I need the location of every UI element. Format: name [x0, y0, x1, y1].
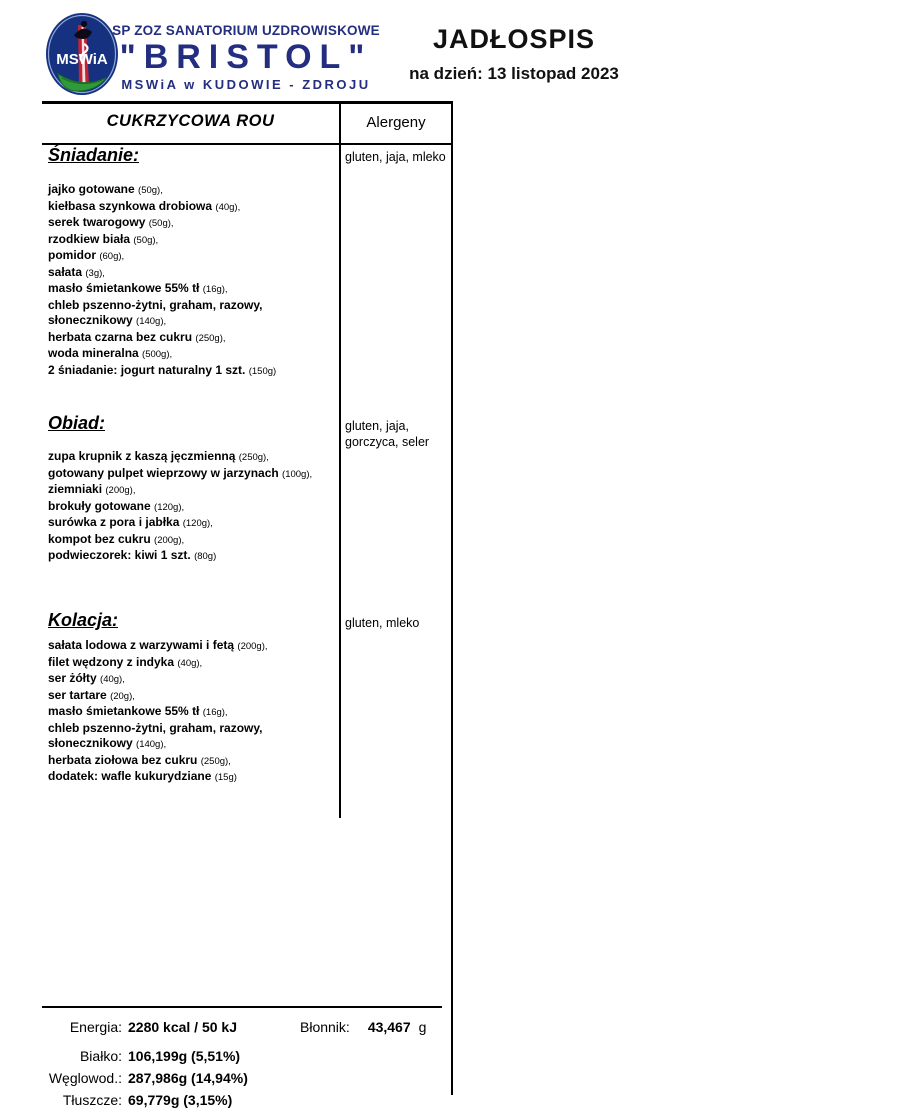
- menu-item-name: jajko gotowane: [48, 182, 135, 196]
- menu-item-qty: (120g),: [154, 501, 185, 513]
- menu-item-name: zupa krupnik z kaszą jęczmienną: [48, 449, 236, 463]
- menu-item-qty: (50g),: [138, 185, 163, 196]
- menu-item-qty: (15g): [214, 772, 237, 783]
- document-date: na dzień: 13 listopad 2023: [409, 64, 619, 83]
- carbs-row: [42, 1070, 248, 1086]
- meal-section-allergens: gluten, jaja, gorczyca, seler: [345, 419, 430, 449]
- fiber-row: [300, 1019, 426, 1035]
- logo-label: MSWiA: [56, 51, 108, 68]
- menu-item-qty: (50g),: [148, 218, 174, 229]
- organization-location-line: MSWiA w KUDOWIE - ZDROJU: [121, 77, 371, 92]
- menu-item: [48, 753, 341, 770]
- menu-item-qty: (100g),: [282, 468, 313, 480]
- carbs-label: Węglowod.:: [48, 1070, 122, 1086]
- menu-item-name: brokuły gotowane: [48, 498, 151, 513]
- document-title: JADŁOSPIS: [432, 24, 596, 54]
- organization-name-line: SP ZOZ SANATORIUM UZDROWISKOWE: [112, 23, 380, 38]
- energy-value: 2280 kcal / 50 kJ: [128, 1019, 237, 1035]
- organization-block: [100, 23, 392, 92]
- menu-item-name: surówka z pora i jabłka: [48, 515, 180, 529]
- meal-section-allergens: gluten, mleko: [345, 616, 420, 630]
- menu-item-qty: (80g): [194, 551, 217, 562]
- menu-item: [48, 704, 341, 721]
- menu-item: [48, 769, 341, 786]
- menu-item: [48, 199, 341, 216]
- menu-item: [48, 248, 341, 265]
- menu-item-name: podwieczorek: kiwi 1 szt.: [48, 548, 191, 562]
- menu-item-qty: (250g),: [200, 755, 231, 767]
- meal-items-list: [48, 182, 341, 379]
- menu-item-name: chleb pszenno-żytni, graham, razowy, słonecznikowy: [48, 720, 263, 750]
- menu-item: [48, 330, 341, 347]
- menu-item: [48, 449, 341, 466]
- menu-item-qty: (50g),: [133, 234, 159, 246]
- fat-row: [42, 1092, 232, 1108]
- protein-label: Białko:: [79, 1048, 122, 1064]
- energy-label: Energia:: [69, 1019, 122, 1035]
- fat-label: Tłuszcze:: [62, 1092, 122, 1108]
- menu-item-name: kompot bez cukru: [48, 531, 151, 546]
- menu-item-qty: (250g),: [195, 332, 226, 344]
- menu-item-name: dodatek: wafle kukurydziane: [48, 769, 212, 783]
- menu-item-qty: (40g),: [177, 657, 203, 669]
- menu-item-name: herbata czarna bez cukru: [48, 329, 193, 344]
- menu-item-qty: (200g),: [237, 641, 268, 652]
- fiber-unit: g: [418, 1019, 427, 1035]
- brand-text: BRISTOL: [143, 38, 349, 76]
- menu-item-qty: (3g),: [85, 267, 105, 279]
- menu-item: [48, 265, 341, 282]
- table-right-border: [451, 101, 453, 1095]
- menu-item-qty: (140g),: [136, 739, 167, 750]
- menu-item-qty: (60g),: [99, 251, 125, 262]
- menu-item-name: sałata lodowa z warzywami i fetą: [48, 638, 235, 652]
- menu-item-qty: (40g),: [100, 674, 125, 685]
- menu-item-qty: (40g),: [215, 201, 241, 213]
- meal-section-title: Obiad:: [48, 413, 105, 433]
- menu-item-name: gotowany pulpet wieprzowy w jarzynach: [48, 465, 279, 480]
- menu-item-name: kiełbasa szynkowa drobiowa: [48, 198, 213, 213]
- menu-item: [48, 499, 341, 516]
- fat-value: 69,779g (3,15%): [128, 1092, 233, 1108]
- menu-item-name: ser tartare: [48, 687, 107, 702]
- table-bottom-border: [42, 1006, 442, 1008]
- menu-item: [48, 482, 341, 499]
- menu-item: [48, 638, 341, 655]
- menu-item-qty: (200g),: [105, 485, 136, 496]
- menu-item-name: serek twarogowy: [48, 215, 146, 229]
- menu-item-name: filet wędzony z indyka: [48, 654, 175, 669]
- menu-item-name: sałata: [48, 264, 83, 279]
- menu-item: [48, 346, 341, 363]
- menu-item: [48, 232, 341, 249]
- menu-item-qty: (16g),: [202, 707, 228, 718]
- menu-item: [48, 466, 341, 483]
- fiber-value: 43,467: [367, 1019, 411, 1035]
- menu-item-qty: (150g): [248, 365, 277, 377]
- menu-item: [48, 182, 341, 199]
- menu-item: [48, 721, 341, 753]
- menu-item-name: herbata ziołowa bez cukru: [48, 752, 198, 767]
- menu-item-name: masło śmietankowe 55% tł: [48, 704, 200, 718]
- meal-section-title: Kolacja:: [48, 610, 119, 630]
- protein-value: 106,199g (5,51%): [128, 1048, 241, 1064]
- menu-item-qty: (140g),: [136, 316, 167, 327]
- menu-item-qty: (500g),: [142, 349, 173, 360]
- menu-item-qty: (16g),: [202, 284, 228, 295]
- menu-item-name: masło śmietankowe 55% tł: [48, 281, 200, 295]
- close-quote: ": [348, 38, 373, 76]
- menu-item-name: 2 śniadanie: jogurt naturalny 1 szt.: [48, 362, 246, 377]
- menu-item: [48, 281, 341, 298]
- menu-item-qty: (200g),: [154, 534, 185, 546]
- meal-items-list: [48, 449, 341, 565]
- menu-item: [48, 532, 341, 549]
- menu-item: [48, 298, 341, 330]
- menu-item-name: woda mineralna: [48, 346, 139, 360]
- menu-item-name: ser żółty: [48, 671, 97, 685]
- menu-item: [48, 515, 341, 532]
- document-title-block: [395, 24, 633, 84]
- menu-item: [48, 671, 341, 688]
- diet-name-header: CUKRZYCOWA ROU: [106, 112, 275, 130]
- meal-items-list: [48, 638, 341, 786]
- menu-item: [48, 655, 341, 672]
- meal-section-title: Śniadanie:: [48, 145, 140, 165]
- brand-name: [100, 39, 392, 75]
- open-quote: ": [119, 38, 144, 76]
- menu-item-name: pomidor: [48, 248, 96, 262]
- menu-item-name: rzodkiew biała: [48, 231, 131, 246]
- fiber-label: Błonnik:: [300, 1019, 350, 1035]
- energy-row: [42, 1019, 237, 1035]
- menu-item: [48, 688, 341, 705]
- carbs-value: 287,986g (14,94%): [128, 1070, 248, 1086]
- menu-item-qty: (20g),: [110, 690, 135, 702]
- menu-item-qty: (120g),: [182, 518, 213, 529]
- menu-item: [48, 548, 341, 565]
- allergens-column-header: Alergeny: [366, 114, 426, 131]
- menu-item-name: ziemniaki: [48, 482, 103, 496]
- menu-item: [48, 215, 341, 232]
- table-top-border: [42, 101, 453, 104]
- menu-item-name: chleb pszenno-żytni, graham, razowy, słonecznikowy: [48, 297, 263, 327]
- protein-row: [42, 1048, 240, 1064]
- menu-item-qty: (250g),: [238, 452, 269, 463]
- meal-section-allergens: gluten, jaja, mleko: [345, 150, 446, 164]
- menu-item: [48, 363, 341, 380]
